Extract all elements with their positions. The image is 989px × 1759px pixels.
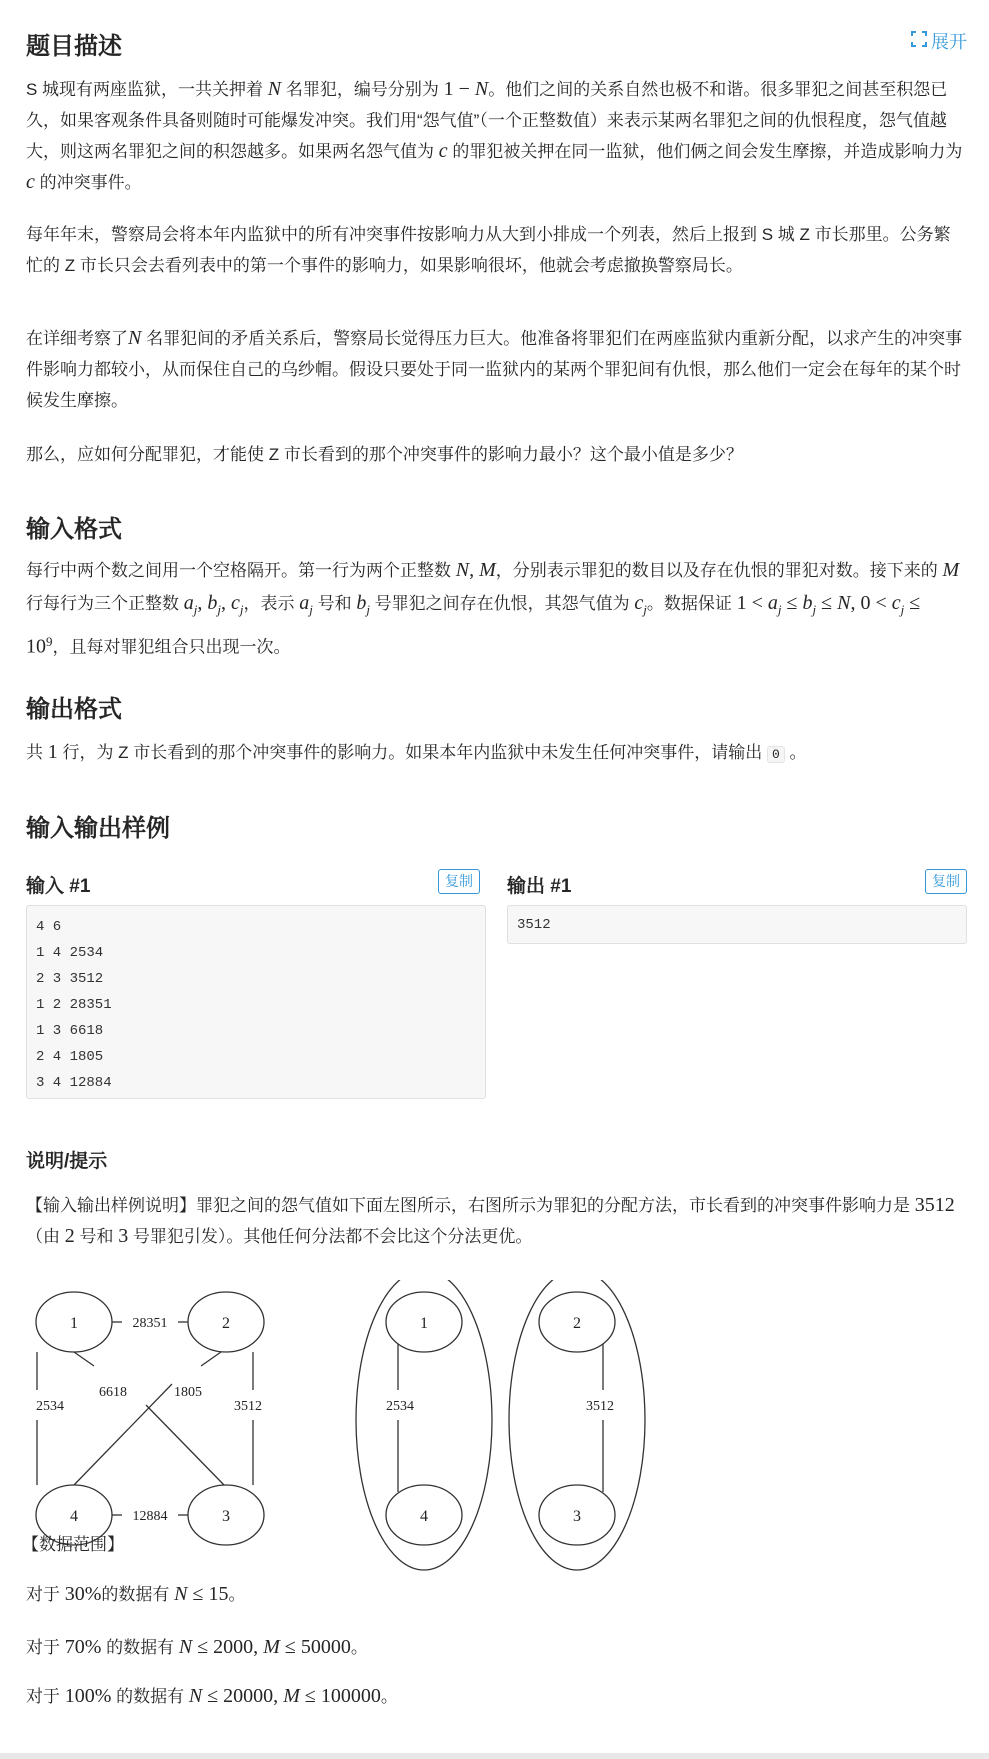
code-line: 2 4 1805 [36,1049,104,1065]
code-line: 4 6 [36,919,62,935]
output-format-paragraph [26,737,967,770]
inline-code: 0 [767,746,785,763]
math-symbol: b [802,592,813,614]
code-line: 3 4 12884 [36,1075,112,1091]
math-number: 1 − [443,78,475,100]
math-subscript: j [366,602,370,617]
code-line: 1 4 2534 [36,945,104,961]
expand-button[interactable] [911,28,967,54]
math-symbol: N [837,592,851,614]
text-segment: 的数据有 [111,1687,189,1706]
math-number: 3 [118,1225,129,1247]
desc-paragraph [26,74,967,198]
math-variable [263,1636,280,1658]
math-variable [174,1583,187,1605]
fullscreen-icon [911,31,927,52]
math-symbol: a [299,592,310,614]
sample-output-label: 输出 #1 [507,876,572,897]
math-variable [179,1636,192,1658]
text-segment: 。 [350,1638,368,1657]
node-label: 4 [70,1508,78,1525]
math-number: ≤ 20000, [202,1685,284,1707]
math-number: 1 < [736,592,768,614]
math-number: ≤ 100000 [299,1685,381,1707]
math-number: 100% [64,1685,112,1707]
text-segment: 名罪犯，编号分别为 [281,80,444,99]
math-variable [356,592,370,617]
copy-output-button[interactable]: 复制 [925,869,967,894]
text-segment: ，分别表示罪犯的数目以及存在仇恨的罪犯对数。接下来的 [495,561,943,580]
math-number: ≤ 2000, [192,1636,264,1658]
desc-paragraph [26,323,967,416]
math-symbol: N [474,78,489,100]
math-variable [837,592,850,614]
code-line: 2 3 3512 [36,971,104,987]
edge-label: 12884 [132,1509,168,1524]
edge-label: 3512 [586,1399,614,1414]
hint-explain [26,1190,967,1252]
desc-paragraph [26,219,967,281]
math-variable [456,559,496,581]
section-title-hint: 说明/提示 [26,1151,108,1172]
section-title-description: 题目描述 [26,33,122,60]
copy-input-button[interactable]: 复制 [438,869,480,894]
math-variable [802,592,817,617]
text-segment: 。他们之间的关系自然也极不和谐。很多罪犯之间甚至积怨已久，如果客观条件具备则随时可能爆发冲突。我们用“怨气值”（一个正整数值）来表示某两名罪犯之间的仇恨程度，怨气值越大，则这两名罪犯之间的积怨越多。如果两名怨气值为 [26,80,948,161]
math-symbol: c [891,592,901,614]
sample-output-box[interactable] [507,905,967,944]
math-symbol: N [267,78,282,100]
math-variable [475,78,488,100]
section-title-input-format: 输入格式 [26,516,122,543]
math-subscript: j [239,602,244,617]
math-number: ≤ 50000 [279,1636,351,1658]
math-symbol: N [128,327,142,349]
math-number: 1 [47,741,58,763]
math-variable [128,327,141,349]
text-segment: 号罪犯引发）。其他任何分法都不会比这个分法更优。 [128,1227,533,1246]
text-segment: 那么，应如何分配罪犯，才能使 Z 市长看到的那个冲突事件的影响力最小？这个最小值是多少？ [26,445,743,464]
math-subscript: j [812,602,817,617]
math-subscript: j [643,602,647,617]
text-segment: 共 [26,743,48,762]
text-segment: 每年年末，警察局会将本年内监狱中的所有冲突事件按影响力从大到小排成一个列表，然后上报到 S 城 Z 市长那里。公务繁忙的 Z 市长只会去看列表中的第一个事件的影响力，如果影响很坏，他就会考虑撤换警察局长。 [26,225,951,275]
math-variable [183,592,198,617]
edge-label: 2534 [386,1399,414,1414]
edge-label: 1805 [174,1385,202,1400]
bottom-divider [0,1753,989,1759]
text-segment: 的数据有 [101,1638,179,1657]
math-number: , [220,592,231,614]
text-segment: 。 [380,1687,398,1706]
math-subscript: j [193,602,198,617]
node-label: 2 [573,1315,581,1332]
math-variable [767,592,782,617]
edge-label: 6618 [99,1385,127,1400]
math-number: 2 [64,1225,75,1247]
math-variable [230,592,244,617]
code-line: 3512 [517,917,551,933]
text-segment: 。数据保证 [646,594,737,613]
math-variable [942,559,959,581]
math-number: 3512 [914,1194,955,1216]
text-segment: S 城现有两座监狱，一共关押着 [26,80,268,99]
text-segment: 在详细考察了 [26,329,128,348]
text-segment: ，表示 [243,594,300,613]
node-label: 1 [70,1315,78,1332]
math-symbol: b [207,592,218,614]
math-symbol: M [942,559,960,581]
math-number: ≤ 10 [26,592,921,658]
text-segment: 行每行为三个正整数 [26,594,184,613]
math-symbol: a [183,592,194,614]
math-number: 30% [64,1583,102,1605]
input-format-paragraph [26,554,967,664]
section-title-output-format: 输出格式 [26,696,122,723]
math-subscript: j [900,602,905,617]
section-title-samples: 输入输出样例 [26,815,170,842]
math-subscript: j [309,602,313,617]
text-segment: 的罪犯被关押在同一监狱，他们俩之间会发生摩擦，并造成影响力为 [447,142,963,161]
text-segment: 每行中两个数之间用一个空格隔开。第一行为两个正整数 [26,561,456,580]
text-segment: 号罪犯之间存在仇恨，其怨气值为 [369,594,635,613]
math-symbol: c [230,592,240,614]
desc-paragraph [26,439,967,470]
text-segment: 对于 [26,1585,65,1604]
math-symbol: N [174,1583,188,1605]
math-variable [268,78,281,100]
math-number: , 0 < [850,592,892,614]
math-number: ≤ [781,592,803,614]
node-label: 1 [420,1315,428,1332]
math-number: ≤ 15 [187,1583,229,1605]
text-segment: 的数据有 [101,1585,175,1604]
math-superscript: 9 [46,634,53,649]
code-line: 1 2 28351 [36,997,112,1013]
sample-input-label: 输入 #1 [26,876,91,897]
range-item [26,1681,967,1712]
math-variable [26,171,35,193]
math-symbol: c [634,592,644,614]
edge-label: 28351 [132,1316,168,1331]
math-variable [299,592,313,617]
text-segment: 的冲突事件。 [34,173,142,192]
text-segment: 对于 [26,1638,65,1657]
math-symbol: b [356,592,367,614]
text-segment: 号和 [74,1227,119,1246]
node-label: 3 [573,1508,581,1525]
text-segment: 行，为 Z 市长看到的那个冲突事件的影响力。如果本年内监狱中未发生任何冲突事件，请输出 [57,743,768,762]
text-segment: 【输入输出样例说明】罪犯之间的怨气值如下面左图所示，右图所示为罪犯的分配方法，市长看到的冲突事件影响力是 [26,1196,915,1215]
sample-input-box[interactable] [26,905,486,1099]
text-segment: 。 [228,1585,246,1604]
math-number: ≤ [816,592,838,614]
math-variable [283,1685,300,1707]
math-variable [891,592,905,617]
math-number: , [197,592,208,614]
text-segment: ，且每对罪犯组合只出现一次。 [52,637,291,657]
text-segment: （由 [26,1227,65,1246]
math-symbol: N [178,1636,193,1658]
math-symbol: M [283,1685,300,1707]
edge-label: 2534 [36,1399,64,1414]
math-variable [439,140,448,162]
math-variable [189,1685,202,1707]
math-subscript: j [217,602,221,617]
range-item [26,1632,967,1663]
expand-label: 展开 [931,32,967,52]
math-symbol: M [263,1636,280,1658]
math-symbol: N, M [455,559,496,581]
range-item [26,1579,967,1610]
math-variable [207,592,221,617]
code-line: 1 3 6618 [36,1023,104,1039]
text-segment: 对于 [26,1687,65,1706]
figure-right-partition [356,1280,645,1570]
math-symbol: a [767,592,778,614]
math-symbol: N [188,1685,203,1707]
node-label: 3 [222,1508,230,1525]
math-variable [634,592,647,617]
edge-label: 3512 [234,1399,262,1414]
math-symbol: c [26,171,35,193]
node-label: 4 [420,1508,428,1525]
text-segment: 名罪犯间的矛盾关系后，警察局长觉得压力巨大。他准备将罪犯们在两座监狱内重新分配，以求产生的冲突事件影响力都较小，从而保住自己的乌纱帽。假设只要处于同一监狱内的某两个罪犯间有仇恨，那么他们一定会在每年的某个时候发生摩擦。 [26,329,963,410]
math-symbol: c [438,140,448,162]
text-segment: 。 [784,743,807,762]
range-title: 【数据范围】 [22,1535,124,1554]
math-number: 70% [64,1636,102,1658]
node-label: 2 [222,1315,230,1332]
text-segment: 号和 [312,594,357,613]
math-subscript: j [777,602,782,617]
